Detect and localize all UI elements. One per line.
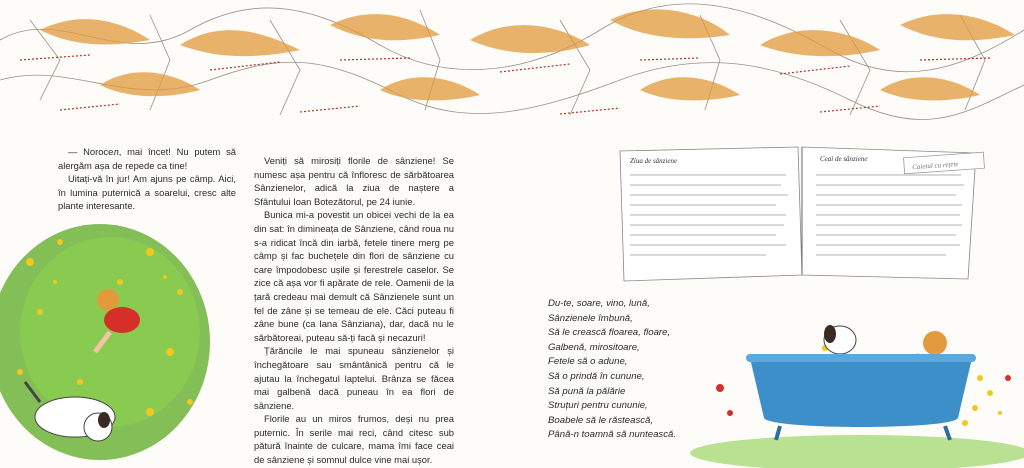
paragraph: Uitați-vă în jur! Am ajuns pe câmp. Aici, în lumina puternică a soarelui, cresc alte plante interesante.	[58, 173, 236, 212]
dog-in-tub	[824, 325, 856, 354]
paragraph: Veniți să mirosiți florile de sânziene! Se numesc așa pentru că înfloresc de sărbătoarea Sânzienelor, adică la ziua de naștere a Sfântului Ioan Botezătorul, pe 24 iunie.	[254, 155, 454, 207]
text-column-2	[254, 154, 454, 467]
notebook-right-title: Ceai de sânziene	[820, 155, 868, 163]
poem-line: Galbenă, mirositoare,	[548, 341, 640, 353]
poem-line: Du-te, soare, vino, lună,	[548, 298, 650, 309]
poem-line: Boabele să le răstească,	[548, 414, 654, 426]
notebook-sticker: Caietul cu rețete	[911, 159, 959, 172]
paragraph: Țărăncile le mai spuneau sânzienelor și închegătoare sau smântânică pentru că le ajutau la închegatul laptelui. Brânza se făcea mai galbenă dacă puneau în ea flori de sânziene.	[254, 345, 454, 411]
paragraph: — Noroceл, mai încet! Nu putem să alergăm așa de repede ca tine!	[58, 146, 236, 171]
text-column-1	[58, 145, 236, 213]
paragraph: Bunica mi-a povestit un obicei vechi de la ea din sat: în dimineața de Sânziene, când roua nu s-a ridicat încă din iarbă, fetele tinere merg pe câmp și fac buchețele din flori de sânziene cu care împodobesc ușile și ferestrele caselor. Se zice că așa vor fi apărate de rele. Oamenii de la țară credeau mai demult că Sânzienele sunt un fel de zâne și se temeau de ele. Căci puteau fi zâne bune (ca Iana Sânziana), dar, dacă nu le sărbătoreai, puteau să-ți facă și necazuri!	[254, 209, 454, 343]
poem-line: Să o prindă în cunune,	[548, 370, 645, 382]
notebook-left-title: Ziua de sânziene	[630, 157, 678, 165]
meadow-illustration	[0, 222, 212, 468]
poem-line: Să le crească floarea, floare,	[548, 327, 671, 339]
recipe-notebook	[616, 145, 988, 285]
paragraph: Florile au un miros frumos, deși nu prea puternic. În serile mai reci, când citesc sub pătură înainte de culcare, mama îmi face ceai de sânziene și somnul dulce vine mai ușor.	[254, 413, 454, 466]
poem-line: Struțuri pentru cununie,	[548, 400, 648, 412]
dancing-girls-banner	[0, 0, 1024, 130]
poem-line: Să pună la pălărie	[548, 385, 626, 397]
bathtub-illustration	[690, 318, 1024, 468]
poem-line: Sânzienele îmbună,	[548, 312, 633, 324]
poem-line: Până-n toamnă să nuntească.	[548, 429, 677, 441]
poem-line: Fetele să o adune,	[548, 356, 628, 368]
